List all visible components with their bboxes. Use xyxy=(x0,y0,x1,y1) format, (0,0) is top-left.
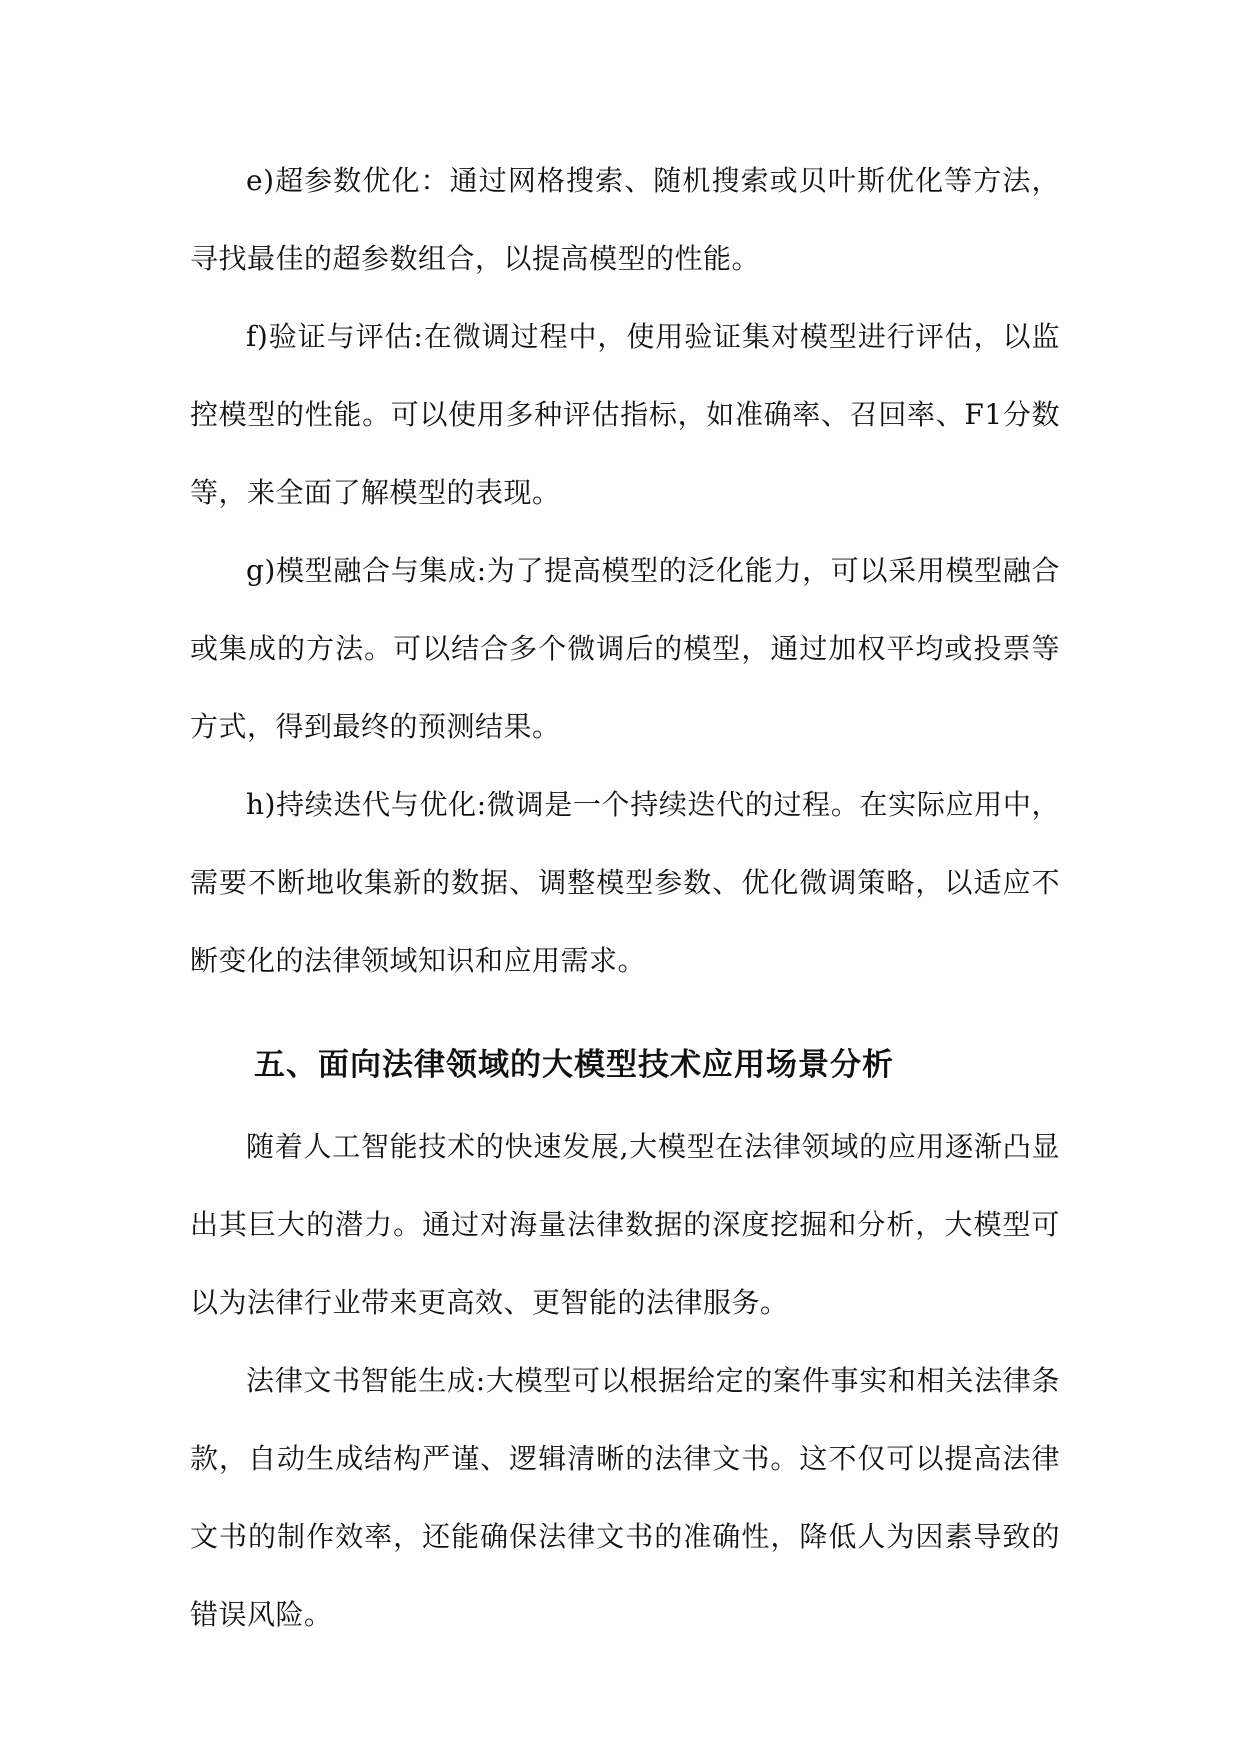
document-body xyxy=(190,142,1060,1654)
paragraph-ai-development: 随着人工智能技术的快速发展,大模型在法律领域的应用逐渐凸显出其巨大的潜力。通过对海量法律数据的深度挖掘和分析，大模型可以为法律行业带来更高效、更智能的法律服务。 xyxy=(190,1130,1060,1319)
paragraph-legal-document-generation: 法律文书智能生成:大模型可以根据给定的案件事实和相关法律条款，自动生成结构严谨、逻辑清晰的法律文书。这不仅可以提高法律文书的制作效率，还能确保法律文书的准确性，降低人为因素导致的错误风险。 xyxy=(190,1364,1060,1631)
paragraph-continuous-iteration: h)持续迭代与优化:微调是一个持续迭代的过程。在实际应用中，需要不断地收集新的数据、调整模型参数、优化微调策略，以适应不断变化的法律领域知识和应用需求。 xyxy=(190,788,1060,977)
paragraph-model-fusion: g)模型融合与集成:为了提高模型的泛化能力，可以采用模型融合或集成的方法。可以结合多个微调后的模型，通过加权平均或投票等方式，得到最终的预测结果。 xyxy=(190,554,1060,743)
paragraph-hyperparameter-optimization: e)超参数优化：通过网格搜索、随机搜索或贝叶斯优化等方法，寻找最佳的超参数组合，以提高模型的性能。 xyxy=(190,164,1060,275)
section-heading: 五、面向法律领域的大模型技术应用场景分析 xyxy=(254,1047,894,1083)
paragraph-validation-evaluation: f)验证与评估:在微调过程中，使用验证集对模型进行评估，以监控模型的性能。可以使用多种评估指标，如准确率、召回率、F1分数等，来全面了解模型的表现。 xyxy=(190,320,1060,509)
